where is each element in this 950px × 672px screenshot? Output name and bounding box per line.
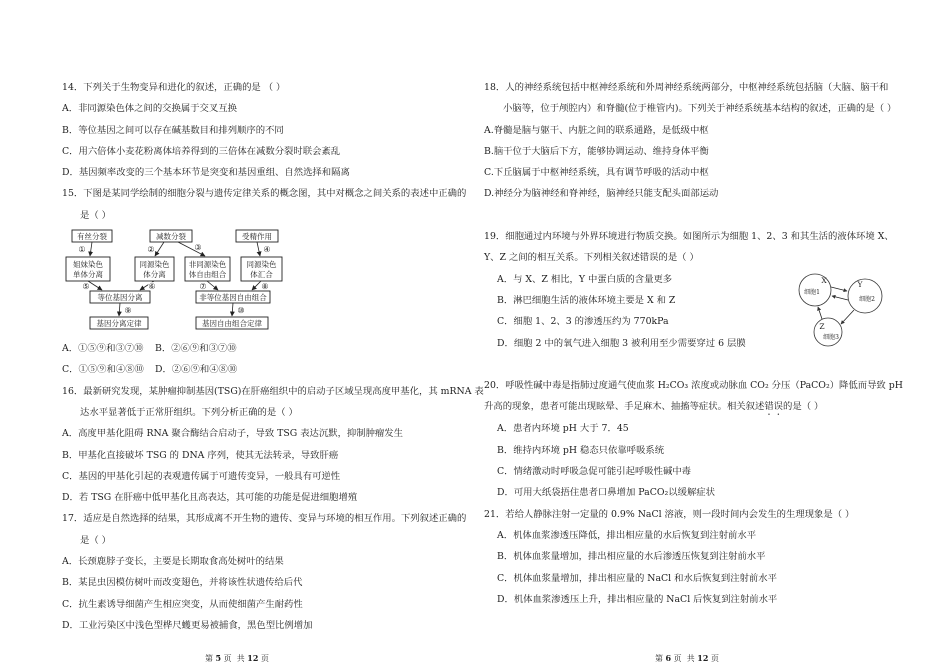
arrow-1 bbox=[90, 242, 92, 256]
question-20-stem-line-2-end: 的是（ ） bbox=[783, 401, 824, 413]
footer-right-prefix: 第 bbox=[655, 654, 666, 663]
question-14-option-a: A．非同源染色体之间的交换属于交叉互换 bbox=[62, 103, 237, 115]
question-19-option-d: D．细胞 2 中的氧气进入细胞 3 被利用至少需要穿过 6 层膜 bbox=[497, 337, 746, 349]
arrow-y-to-z bbox=[841, 310, 854, 324]
question-14 bbox=[62, 77, 472, 183]
box-behavior-1-line-1: 姐妹染色 bbox=[73, 260, 103, 270]
question-21-stem: 21．若给人静脉注射一定量的 0.9% NaCl 溶液，则一段时间内会发生的生理现象是（ ） bbox=[484, 508, 855, 520]
marker-10: ⑩ bbox=[237, 306, 245, 316]
question-19-stem-line-1: 19．细胞通过内环境与外界环境进行物质交换。如图所示为细胞 1、2、3 和其生活的液体环境 X、 bbox=[484, 231, 894, 243]
question-14-option-d: D．基因频率改变的三个基本环节是突变和基因重组、自然选择和隔离 bbox=[62, 167, 350, 179]
marker-4: ④ bbox=[263, 245, 271, 255]
fluid-z-circle bbox=[814, 318, 842, 346]
question-16-stem-line-2: 达水平显著低于正常肝组织。下列分析正确的是（ ） bbox=[80, 406, 298, 418]
footer-right-total-pages: 12 bbox=[697, 653, 709, 663]
arrow-5 bbox=[88, 281, 102, 290]
question-17-option-d: D．工业污染区中浅色型桦尺蠖更易被捕食，黑色型比例增加 bbox=[62, 619, 313, 631]
question-16-option-d: D．若 TSG 在肝癌中低甲基化且高表达，其可能的功能是促进细胞增殖 bbox=[62, 492, 358, 504]
footer-left-middle: 页 共 bbox=[221, 654, 248, 663]
question-15-stem-line-2: 是（ ） bbox=[80, 209, 112, 221]
question-18 bbox=[484, 77, 904, 205]
box-behavior-4-line-1: 同源染色 bbox=[246, 260, 277, 270]
marker-2: ② bbox=[147, 245, 155, 255]
arrow-10 bbox=[232, 303, 233, 316]
marker-8: ⑧ bbox=[261, 282, 269, 292]
arrow-8 bbox=[252, 281, 261, 290]
question-17-option-b: B．某昆虫因模仿树叶而改变翅色，并将该性状遗传给后代 bbox=[62, 577, 303, 589]
question-14-option-c: C．用六倍体小麦花粉离体培养得到的三倍体在减数分裂时联会紊乱 bbox=[62, 145, 341, 157]
footer-left-suffix: 页 bbox=[258, 654, 269, 663]
spacer bbox=[484, 205, 904, 226]
footer-left-page-number: 5 bbox=[215, 653, 222, 663]
question-20 bbox=[484, 375, 904, 503]
question-16-option-b: B．甲基化直接破坏 TSG 的 DNA 序列，使其无法转录，导致肝癌 bbox=[62, 449, 339, 461]
arrow-9 bbox=[119, 303, 120, 316]
question-17-stem-line-1: 17．适应是自然选择的结果，其形成离不开生物的遗传、变异与环境的相互作用。下列叙述正确的 bbox=[62, 513, 467, 525]
marker-5: ⑤ bbox=[82, 282, 90, 292]
box-behavior-3-line-1: 非同源染色 bbox=[188, 260, 227, 270]
footer-right-page-number: 6 bbox=[665, 653, 672, 663]
question-15-option-b: B．②⑥⑨和③⑦⑩ bbox=[155, 343, 237, 355]
question-21 bbox=[484, 504, 904, 610]
question-18-option-d: D.神经分为脑神经和脊神经，脑神经只能支配头面部运动 bbox=[484, 188, 719, 200]
box-fertilization-label: 受精作用 bbox=[242, 232, 272, 242]
marker-3: ③ bbox=[194, 243, 202, 253]
question-15-option-c: C．①⑤⑨和④⑧⑩ bbox=[62, 364, 144, 376]
box-behavior-4-line-2: 体汇合 bbox=[250, 270, 273, 280]
cell-2-label: 细胞2 bbox=[859, 296, 875, 303]
concept-map-svg bbox=[60, 226, 295, 338]
question-18-stem-line-1: 18．人的神经系统包括中枢神经系统和外周神经系统两部分，中枢神经系统包括脑（大脑、脑干和 bbox=[484, 82, 889, 93]
question-16 bbox=[62, 381, 484, 509]
question-15-stem-line-1: 15．下图是某同学绘制的细胞分裂与遗传定律关系的概念图，其中对概念之间关系的表述中正确的 bbox=[62, 188, 467, 200]
arrow-y-to-x bbox=[832, 296, 848, 300]
question-19-option-c: C．细胞 1、2、3 的渗透压约为 770kPa bbox=[497, 316, 669, 328]
page-footer-left bbox=[205, 652, 269, 665]
question-20-stem-line-1: 20．呼吸性碱中毒是指肺过度通气使血浆 H₂CO₃ 浓度或动脉血 CO₂ 分压（PaCO₂）降低而导致 pH bbox=[484, 380, 903, 392]
question-18-stem-line-2: 小脑等，位于颅腔内）和脊髓(位于椎管内)。下列关于神经系统基本结构的叙述，正确的是（ ） bbox=[503, 103, 897, 115]
arrow-7 bbox=[207, 281, 218, 290]
box-nonallele-assortment-label: 非等位基因自由组合 bbox=[199, 293, 267, 303]
box-behavior-3-line-2: 体自由组合 bbox=[188, 270, 227, 280]
question-20-stem-line-2-text: 升高的现象，患者可能出现眩晕、手足麻木、抽搐等症状。相关叙述 bbox=[484, 401, 765, 413]
question-19-option-a: A．与 X、Z 相比，Y 中蛋白质的含量更多 bbox=[497, 273, 673, 285]
question-19-option-b: B．淋巴细胞生活的液体环境主要是 X 和 Z bbox=[497, 294, 676, 306]
question-19-stem-line-2: Y、Z 之间的相互关系。下列相关叙述错误的是（ ） bbox=[484, 252, 699, 264]
marker-6: ⑥ bbox=[148, 282, 156, 292]
question-16-option-c: C．基因的甲基化引起的表观遗传属于可遗传变异，一般具有可逆性 bbox=[62, 470, 341, 482]
question-21-option-c: C．机体血浆量增加，排出相应量的 NaCl 和水后恢复到注射前水平 bbox=[497, 572, 777, 584]
arrow-4 bbox=[257, 242, 260, 256]
arrow-z-to-x bbox=[818, 307, 822, 319]
question-20-option-d: D．可用大纸袋捂住患者口鼻增加 PaCO₂以缓解症状 bbox=[497, 487, 715, 499]
question-16-stem-line-1: 16．最新研究发现，某肿瘤抑制基因(TSG)在肝癌组织中的启动子区域呈现高度甲基化，其 mRNA 表 bbox=[62, 385, 484, 397]
question-20-option-c: C．情绪激动时呼吸急促可能引起呼吸性碱中毒 bbox=[497, 466, 692, 478]
arrow-2 bbox=[155, 242, 164, 256]
footer-right-middle: 页 共 bbox=[671, 654, 698, 663]
box-mitosis-label: 有丝分裂 bbox=[77, 232, 107, 242]
marker-1: ① bbox=[78, 245, 86, 255]
body-fluid-diagram bbox=[788, 268, 888, 348]
footer-right-suffix: 页 bbox=[708, 654, 719, 663]
footer-left-total-pages: 12 bbox=[247, 653, 259, 663]
box-behavior-2-line-2: 体分离 bbox=[143, 270, 166, 280]
box-behavior-2-line-1: 同源染色 bbox=[139, 260, 170, 270]
box-law-of-segregation-label: 基因分离定律 bbox=[96, 319, 142, 329]
marker-9: ⑨ bbox=[124, 306, 132, 316]
question-21-option-d: D．机体血浆渗透压上升，排出相应量的 NaCl 后恢复到注射前水平 bbox=[497, 593, 778, 605]
fluid-y-label: Y bbox=[857, 280, 863, 289]
cell-3-label: 细胞3 bbox=[823, 334, 839, 341]
fluid-z-label: Z bbox=[819, 322, 825, 331]
spacer bbox=[484, 354, 904, 375]
cell-1-label: 细胞1 bbox=[804, 289, 820, 296]
question-18-option-b: B.脑干位于大脑后下方，能够协调运动、维持身体平衡 bbox=[484, 145, 709, 157]
question-17-option-a: A．长颈鹿脖子变长，主要是长期取食高处树叶的结果 bbox=[62, 556, 284, 568]
question-20-option-a: A．患者内环境 pH 大于 7．45 bbox=[497, 423, 629, 435]
box-law-of-independent-assortment-label: 基因自由组合定律 bbox=[202, 319, 262, 329]
left-page-column bbox=[62, 77, 484, 636]
question-17-option-c: C．抗生素诱导细菌产生相应突变，从而使细菌产生耐药性 bbox=[62, 598, 303, 610]
concept-map-diagram bbox=[62, 226, 472, 338]
marker-7: ⑦ bbox=[199, 282, 207, 292]
page-footer-right bbox=[655, 652, 719, 665]
question-15-options-row-1 bbox=[62, 338, 472, 359]
question-15-options-row-2 bbox=[62, 359, 472, 380]
question-16-option-a: A．高度甲基化阻碍 RNA 聚合酶结合启动子，导致 TSG 表达沉默，抑制肿瘤发生 bbox=[62, 428, 403, 440]
question-20-emphasis: 错误 bbox=[764, 401, 784, 413]
question-14-stem: 14．下列关于生物变异和进化的叙述，正确的是 （ ） bbox=[62, 82, 286, 93]
question-20-stem-line-2 bbox=[484, 396, 904, 418]
question-20-option-b: B．维持内环境 pH 稳态只依靠呼吸系统 bbox=[497, 444, 665, 456]
question-18-option-a: A.脊髓是脑与躯干、内脏之间的联系通路，是低级中枢 bbox=[484, 124, 709, 136]
question-21-option-a: A．机体血浆渗透压降低，排出相应量的水后恢复到注射前水平 bbox=[497, 529, 757, 541]
question-14-option-b: B．等位基因之间可以存在碱基数目和排列顺序的不同 bbox=[62, 124, 284, 136]
box-behavior-1-line-2: 单体分离 bbox=[73, 270, 103, 280]
arrow-x-to-y bbox=[831, 287, 847, 291]
question-15-option-d: D．②⑥⑨和④⑧⑩ bbox=[155, 364, 238, 376]
question-17-stem-line-2: 是（ ） bbox=[80, 534, 112, 546]
box-allele-separation-label: 等位基因分离 bbox=[97, 293, 143, 303]
question-17 bbox=[62, 508, 472, 636]
question-21-option-b: B．机体血浆量增加，排出相应量的水后渗透压恢复到注射前水平 bbox=[497, 551, 766, 563]
box-meiosis-label: 减数分裂 bbox=[156, 232, 186, 242]
footer-left-prefix: 第 bbox=[205, 654, 216, 663]
question-18-option-c: C.下丘脑属于中枢神经系统，具有调节呼吸的活动中枢 bbox=[484, 167, 709, 179]
question-15 bbox=[62, 183, 472, 380]
question-15-option-a: A．①⑤⑨和③⑦⑩ bbox=[62, 343, 144, 355]
fluid-x-label: X bbox=[821, 276, 827, 285]
